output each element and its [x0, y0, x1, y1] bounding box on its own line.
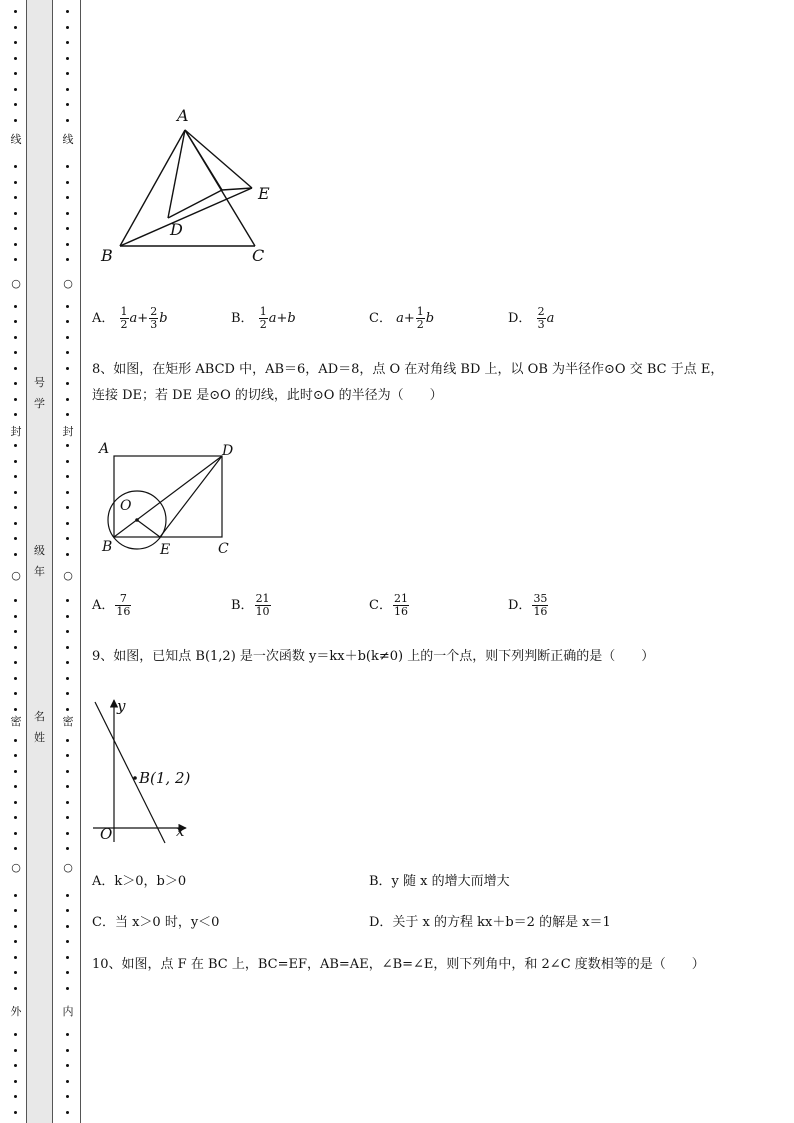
dot: [14, 754, 17, 757]
dot: [14, 522, 17, 525]
dot: [66, 367, 69, 370]
dot: [14, 646, 17, 649]
dot: [66, 1049, 69, 1052]
dot: [66, 181, 69, 184]
inner-mark-5: ○: [60, 861, 76, 875]
q8-option-a[interactable]: A． $\frac{7}{16}$: [92, 592, 131, 618]
inner-mark-0: 线: [60, 133, 76, 147]
dot: [14, 336, 17, 339]
dot: [14, 413, 17, 416]
outer-mark-6: 外: [8, 1005, 24, 1019]
q7-option-c[interactable]: C． a+ $\frac{1}{2}$ b: [369, 305, 435, 331]
exam-content: [92, 0, 782, 1123]
q10-text: 10、如图，点 F 在 BC 上，BC=EF，AB=AE，∠B=∠E，则下列角中，和 2∠C 度数相等的是（ ）: [92, 957, 705, 972]
q9-figure: [92, 690, 202, 850]
dot: [14, 599, 17, 602]
dot: [14, 398, 17, 401]
outer-mark-5: ○: [8, 861, 24, 875]
q8-option-d[interactable]: D． $\frac{35}{16}$: [508, 592, 548, 618]
dot: [14, 940, 17, 943]
dot: [66, 615, 69, 618]
dot: [14, 739, 17, 742]
fig9-label-x: x: [176, 822, 185, 840]
q8-option-c[interactable]: C． $\frac{21}{16}$: [369, 592, 408, 618]
outer-mark-4: 密: [8, 715, 24, 729]
q8-text-line2: 连接 DE；若 DE 是⊙O 的切线，此时⊙O 的半径为（ ）: [92, 388, 443, 403]
dot: [14, 816, 17, 819]
dot: [14, 72, 17, 75]
dot: [14, 1049, 17, 1052]
dot: [66, 925, 69, 928]
dot: [14, 553, 17, 556]
dot: [14, 677, 17, 680]
inner-mark-3: ○: [60, 569, 76, 583]
fig8-label-C: C: [218, 541, 229, 557]
dot: [14, 10, 17, 13]
dot: [66, 258, 69, 261]
dot: [14, 925, 17, 928]
dot: [14, 57, 17, 60]
dot: [66, 196, 69, 199]
dot: [14, 181, 17, 184]
fig7-label-B: B: [101, 246, 113, 265]
dot: [66, 708, 69, 711]
dot: [14, 770, 17, 773]
dot: [66, 382, 69, 385]
dot: [14, 475, 17, 478]
fig7-label-D: D: [170, 220, 183, 239]
dot: [14, 847, 17, 850]
dot: [66, 57, 69, 60]
dot: [14, 630, 17, 633]
dot: [14, 491, 17, 494]
dot: [14, 460, 17, 463]
inner-mark-4: 密: [60, 715, 76, 729]
outer-mark-1: ○: [8, 277, 24, 291]
dot: [14, 1064, 17, 1067]
dot: [14, 801, 17, 804]
dot: [66, 41, 69, 44]
dot: [66, 630, 69, 633]
dot: [66, 816, 69, 819]
dot: [66, 351, 69, 354]
q7-option-a[interactable]: A． $\frac{1}{2}$ a+ $\frac{2}{3}$ b: [92, 305, 168, 331]
dot: [66, 444, 69, 447]
dot: [14, 41, 17, 44]
dot: [66, 832, 69, 835]
dot: [66, 413, 69, 416]
dot: [66, 909, 69, 912]
dot: [66, 305, 69, 308]
dot: [14, 537, 17, 540]
dot: [66, 475, 69, 478]
dot: [14, 351, 17, 354]
q7-option-d[interactable]: D． $\frac{2}{3}$ a: [508, 305, 555, 331]
fig8-label-O: O: [120, 498, 132, 514]
fig8-label-B: B: [102, 539, 113, 555]
dot: [14, 320, 17, 323]
dot: [66, 599, 69, 602]
dot: [66, 971, 69, 974]
binding-margin: [0, 0, 84, 1123]
q7-option-b[interactable]: B． $\frac{1}{2}$ a+b: [231, 305, 296, 331]
dot: [66, 677, 69, 680]
dot: [66, 537, 69, 540]
fig7-label-C: C: [252, 246, 265, 265]
dot: [66, 661, 69, 664]
outer-dotted-line: [8, 0, 24, 1123]
dot: [14, 1095, 17, 1098]
dot: [66, 739, 69, 742]
dot: [66, 336, 69, 339]
fig8-label-A: A: [99, 441, 110, 457]
q9-option-b[interactable]: B．y 随 x 的增大而增大: [369, 874, 510, 889]
name-label: 名 姓: [34, 710, 45, 744]
outer-mark-3: ○: [8, 569, 24, 583]
q9-option-a[interactable]: A．k＞0，b＞0: [92, 874, 187, 889]
dot: [14, 26, 17, 29]
q9-text: 9、如图，已知点 B(1,2) 是一次函数 y＝kx＋b(k≠0) 上的一个点，则下列判断正确的是（ ）: [92, 649, 655, 664]
dot: [14, 894, 17, 897]
dot: [14, 785, 17, 788]
dot: [66, 847, 69, 850]
outer-mark-2: 封: [8, 425, 24, 439]
dot: [14, 832, 17, 835]
q9-option-c[interactable]: C．当 x＞0 时，y＜0: [92, 915, 220, 930]
dot: [66, 243, 69, 246]
dot: [66, 894, 69, 897]
dot: [66, 785, 69, 788]
dot: [14, 987, 17, 990]
fig7-label-A: A: [177, 106, 189, 125]
dot: [14, 661, 17, 664]
dot: [66, 1064, 69, 1067]
dot: [14, 119, 17, 122]
dot: [66, 119, 69, 122]
grade-label: 级 年: [34, 544, 45, 578]
q8-text-line1: 8、如图，在矩形 ABCD 中，AB＝6，AD＝8，点 O 在对角线 BD 上，以 OB 为半径作⊙O 交 BC 于点 E，: [92, 362, 724, 377]
dot: [14, 708, 17, 711]
dot: [66, 692, 69, 695]
student-info-strip: [26, 0, 53, 1123]
inner-mark-2: 封: [60, 425, 76, 439]
dot: [14, 258, 17, 261]
inner-mark-6: 内: [60, 1005, 76, 1019]
dot: [66, 103, 69, 106]
dot: [66, 398, 69, 401]
dot: [66, 1033, 69, 1036]
dot: [14, 956, 17, 959]
dot: [14, 615, 17, 618]
dot: [66, 940, 69, 943]
dot: [14, 196, 17, 199]
inner-dotted-line: [60, 0, 76, 1123]
dot: [66, 212, 69, 215]
dot: [66, 506, 69, 509]
fig8-label-D: D: [222, 443, 234, 459]
dot: [14, 1111, 17, 1114]
dot: [14, 367, 17, 370]
dot: [14, 1080, 17, 1083]
dot: [66, 460, 69, 463]
dot: [14, 305, 17, 308]
dot: [66, 1080, 69, 1083]
fig8-label-E: E: [160, 542, 171, 558]
margin-rule: [80, 0, 81, 1123]
dot: [14, 88, 17, 91]
dot: [66, 522, 69, 525]
dot: [14, 971, 17, 974]
dot: [66, 646, 69, 649]
dot: [66, 754, 69, 757]
dot: [14, 227, 17, 230]
fig9-label-y: y: [117, 697, 126, 715]
dot: [66, 10, 69, 13]
dot: [66, 1095, 69, 1098]
dot: [14, 1033, 17, 1036]
q7-figure: [92, 100, 292, 270]
dot: [14, 382, 17, 385]
dot: [14, 506, 17, 509]
dot: [66, 801, 69, 804]
dot: [66, 491, 69, 494]
student-id-label: 号 学: [34, 376, 45, 410]
dot: [66, 88, 69, 91]
q8-option-b[interactable]: B． $\frac{21}{10}$: [231, 592, 270, 618]
q8-figure: [92, 435, 242, 560]
dot: [66, 770, 69, 773]
dot: [14, 909, 17, 912]
dot: [66, 1111, 69, 1114]
outer-mark-0: 线: [8, 133, 24, 147]
fig9-label-B: B(1, 2): [139, 769, 191, 787]
dot: [66, 72, 69, 75]
dot: [66, 165, 69, 168]
inner-mark-1: ○: [60, 277, 76, 291]
dot: [14, 444, 17, 447]
dot: [14, 103, 17, 106]
dot: [14, 212, 17, 215]
dot: [14, 243, 17, 246]
dot: [66, 320, 69, 323]
fig9-label-O: O: [100, 825, 113, 843]
dot: [66, 956, 69, 959]
dot: [66, 987, 69, 990]
q9-option-d[interactable]: D．关于 x 的方程 kx＋b＝2 的解是 x＝1: [369, 915, 611, 930]
dot: [66, 26, 69, 29]
fig7-label-E: E: [258, 184, 270, 203]
dot: [66, 227, 69, 230]
dot: [14, 165, 17, 168]
dot: [14, 692, 17, 695]
dot: [66, 553, 69, 556]
